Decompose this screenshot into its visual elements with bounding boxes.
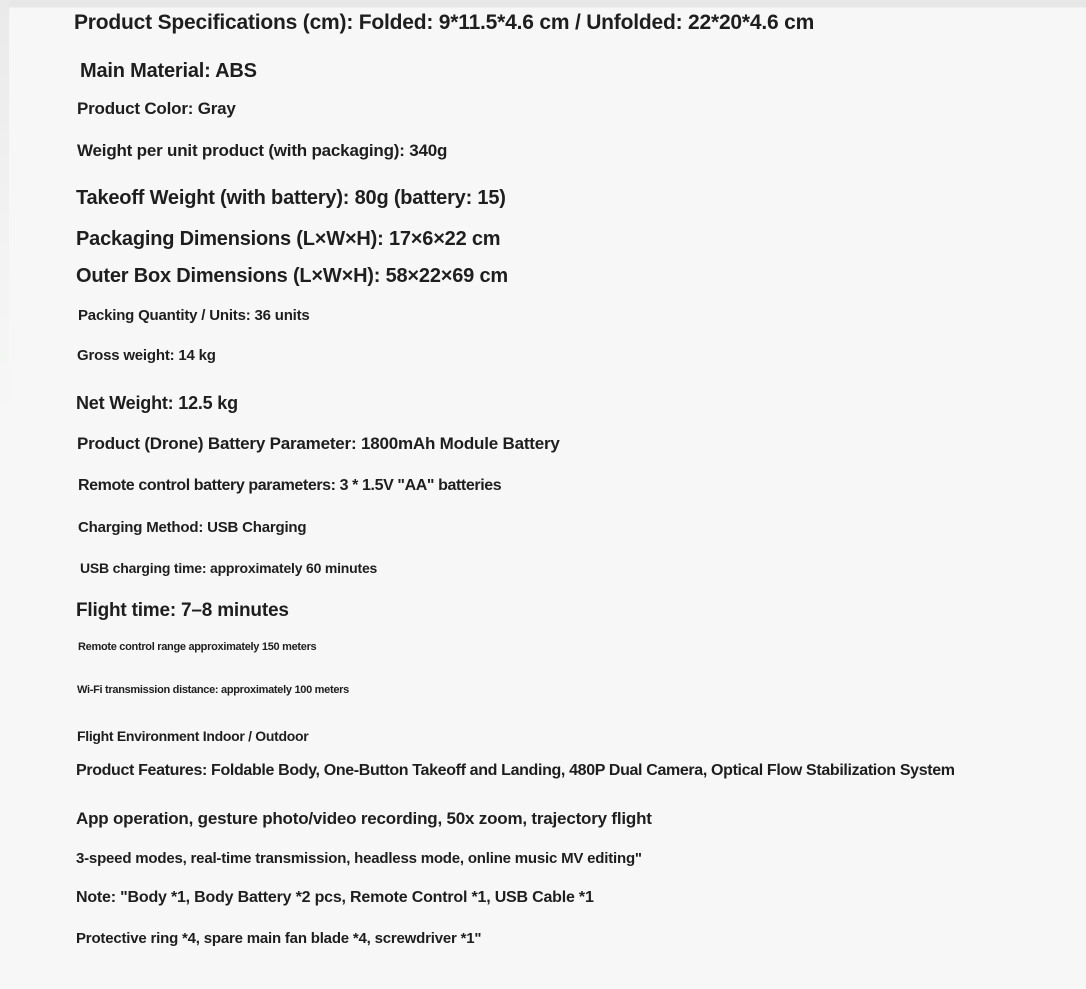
spec-package-contents-note: Note: "Body *1, Body Battery *2 pcs, Remote Control *1, USB Cable *1	[76, 889, 594, 906]
spec-product-dimensions: Product Specifications (cm): Folded: 9*11.5*4.6 cm / Unfolded: 22*20*4.6 cm	[74, 11, 815, 34]
spec-unit-weight: Weight per unit product (with packaging): 340g	[77, 141, 448, 160]
spec-takeoff-weight: Takeoff Weight (with battery): 80g (battery: 15)	[76, 187, 506, 209]
page-left-edge	[0, 0, 9, 420]
spec-usb-charging-time: USB charging time: approximately 60 minutes	[80, 560, 378, 576]
spec-gross-weight: Gross weight: 14 kg	[77, 347, 216, 364]
spec-packaging-dimensions: Packaging Dimensions (L×W×H): 17×6×22 cm	[76, 228, 501, 250]
spec-drone-battery: Product (Drone) Battery Parameter: 1800mAh Module Battery	[77, 434, 560, 453]
page-top-edge	[0, 0, 1086, 8]
spec-flight-environment: Flight Environment Indoor / Outdoor	[77, 728, 309, 744]
spec-product-color: Product Color: Gray	[77, 99, 236, 118]
spec-app-operation-features: App operation, gesture photo/video recording, 50x zoom, trajectory flight	[76, 809, 652, 828]
spec-speed-modes-features: 3-speed modes, real-time transmission, headless mode, online music MV editing"	[76, 850, 642, 867]
spec-product-features: Product Features: Foldable Body, One-Button Takeoff and Landing, 480P Dual Camera, Optical Flow Stabilization System	[76, 762, 955, 779]
spec-remote-control-range: Remote control range approximately 150 meters	[78, 641, 317, 653]
spec-net-weight: Net Weight: 12.5 kg	[76, 393, 238, 413]
spec-package-contents-extra: Protective ring *4, spare main fan blade *4, screwdriver *1"	[76, 930, 482, 947]
spec-packing-quantity: Packing Quantity / Units: 36 units	[78, 307, 310, 324]
spec-remote-battery: Remote control battery parameters: 3 * 1.5V "AA" batteries	[78, 477, 502, 494]
spec-outer-box-dimensions: Outer Box Dimensions (L×W×H): 58×22×69 cm	[76, 265, 508, 287]
spec-charging-method: Charging Method: USB Charging	[78, 519, 307, 536]
spec-flight-time: Flight time: 7–8 minutes	[76, 600, 289, 621]
spec-main-material: Main Material: ABS	[80, 60, 257, 82]
spec-wifi-transmission-distance: Wi-Fi transmission distance: approximately 100 meters	[77, 684, 349, 696]
